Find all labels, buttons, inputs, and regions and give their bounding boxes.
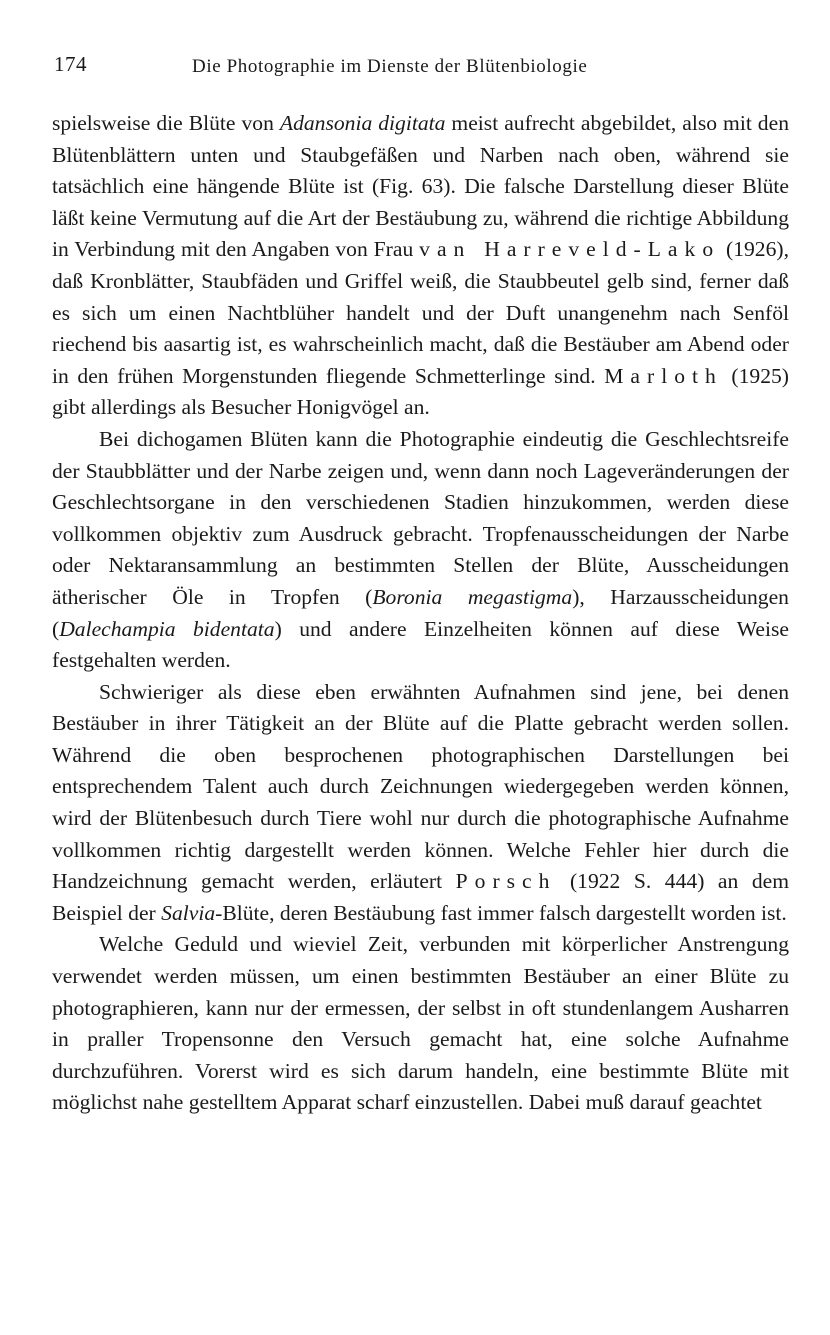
text-segment: Schwieriger als diese eben erwähnten Aufnahmen sind jene, bei denen Bestäuber in ihrer Tätigkeit an der Blüte auf die Platte gebracht werden sollen. Während die oben besprochenen photographischen Darstellungen bei entsprechendem Talent auch durch Zeichnungen wiedergegeben werden können, wird der Blütenbesuch durch Tiere wohl nur durch die photographische Aufnahme vollkommen richtig dargestellt werden können. Welche Fehler hier durch die Handzeichnung gemacht werden, erläutert <box>52 679 789 894</box>
text-segment: ) und andere Einzelheiten können auf diese Weise festgehalten werden. <box>52 616 790 673</box>
paragraph <box>52 424 789 677</box>
species-name: Salvia <box>161 900 216 925</box>
text-segment: -Blüte, deren Bestäubung fast immer falsch dargestellt worden ist. <box>215 900 787 925</box>
text-segment: meist aufrecht abgebildet, also mit den Blütenblättern unten und Staubgefäßen und Narben nach oben, während sie tatsächlich eine hängende Blüte ist (Fig. 63). Die falsche Darstellung dieser Blüte läßt keine Vermutung auf die Art der Bestäubung zu, während die richtige Abbildung in Verbindung mit den Angaben von Frau <box>52 111 789 262</box>
text-segment: (1922 S. 444) an dem Beispiel der <box>52 869 789 925</box>
text-segment: Welche Geduld und wieviel Zeit, verbunden mit körperlicher Anstrengung verwendet werden müssen, um einen bestimmten Bestäuber an einer Blüte zu photographieren, kann nur der ermessen, der selbst in oft stundenlangem Ausharren in praller Tropensonne den Versuch gemacht hat, eine solche Aufnahme durchzuführen. Vorerst wird es sich darum handeln, eine bestimmte Blüte mit möglichst nahe gestelltem Apparat scharf einzustellen. Dabei muß darauf geachtet <box>52 932 789 1115</box>
paragraph <box>52 677 789 930</box>
text-segment: Bei dichogamen Blüten kann die Photographie eindeutig die Geschlechtsreife der Staubblätter und der Narbe zeigen und, wenn dann noch Lageveränderungen der Geschlechtsorgane in den verschiedenen Stadien hinzukommen, werden diese vollkommen objektiv zum Ausdruck gebracht. Tropfenausscheidungen der Narbe oder Nektaransammlung an bestimmten Stellen der Blüte, Ausscheidungen ätherischer Öle in Tropfen ( <box>52 426 789 609</box>
running-title: Die Photographie im Dienste der Blütenbiologie <box>192 56 588 77</box>
paragraph <box>52 108 789 424</box>
page-number: 174 <box>54 52 87 76</box>
body-text <box>52 108 789 1119</box>
text-segment: (1926), daß Kronblätter, Staubfäden und Griffel weiß, die Staubbeutel gelb sind, ferner daß es sich um einen Nachtblüher handelt und der Duft unangenehm nach Senföl riechend bis aasartig ist, es wahrscheinlich macht, daß die Bestäuber am Abend oder in den frühen Morgenstunden fliegende Schmetterlinge sind. <box>52 237 789 388</box>
author-name: Porsch <box>455 869 557 894</box>
page-header <box>52 50 789 84</box>
text-segment: spielsweise die Blüte von <box>52 111 280 135</box>
author-name: van Harreveld-Lako <box>419 237 721 262</box>
species-name: Boronia megastigma <box>372 584 573 609</box>
author-name: Marloth <box>604 363 723 388</box>
text-segment: ), Harzausscheidungen ( <box>52 584 789 641</box>
text-segment: (1925) gibt allerdings als Besucher Honigvögel an. <box>52 363 789 420</box>
book-page <box>52 50 789 1119</box>
species-name: Dalechampia bidentata <box>59 616 275 641</box>
species-name: Adansonia digitata <box>279 111 446 135</box>
paragraph <box>52 929 789 1119</box>
